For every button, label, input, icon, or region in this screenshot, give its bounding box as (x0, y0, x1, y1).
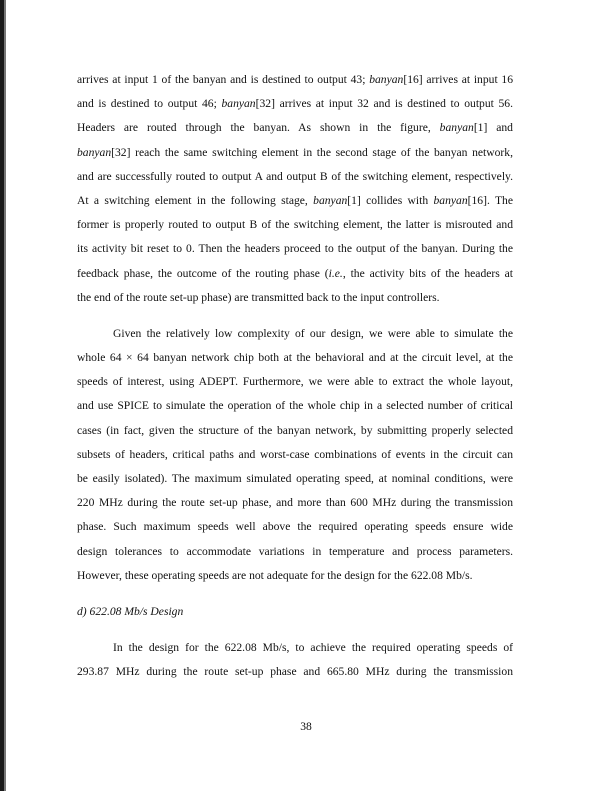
text-line (77, 165, 513, 189)
italic-term: banyan (439, 121, 474, 135)
text: feedback phase, the outcome of the routing phase ( (77, 266, 329, 280)
text-line: However, these operating speeds are not adequate for the design for the 622.08 Mb/s. (77, 568, 473, 582)
page-number: 38 (300, 720, 312, 733)
text-line: design tolerances to accommodate variations in temperature and process parameters. (77, 544, 513, 558)
italic-term: banyan (221, 97, 256, 111)
italic-term: banyan (313, 193, 348, 207)
text: [32] arrives at input 32 and is destined to output 56. (255, 97, 513, 111)
text: , the activity bits of the headers at (342, 266, 513, 280)
text: At a switching element in the following stage, (77, 193, 314, 207)
text-line (77, 68, 513, 92)
text-line: 220 MHz during the route set-up phase, and more than 600 MHz during the transmission (77, 496, 513, 510)
text: Headers are routed through the banyan. As shown in the figure, (77, 121, 440, 135)
text-line (77, 141, 513, 165)
text-line (77, 237, 513, 261)
paragraph-gap (77, 588, 513, 600)
section-heading: d) 622.08 Mb/s Design (77, 604, 184, 618)
italic-term: banyan (433, 193, 468, 207)
text: arrives at input 1 of the banyan and is destined to output 43; (77, 73, 370, 86)
text: former is properly routed to output B of the switching element, the latter is misrouted and (77, 218, 513, 232)
text-line (77, 116, 513, 140)
italic-term: banyan (77, 145, 112, 159)
paragraph-gap (77, 310, 513, 322)
text: its activity bit reset to 0. Then the headers proceed to the output of the banyan. During the (77, 242, 513, 256)
text-line (77, 286, 513, 310)
paragraph-gap (77, 624, 513, 636)
text-line: In the design for the 622.08 Mb/s, to achieve the required operating speeds of (113, 641, 513, 655)
paragraph-3 (77, 636, 513, 684)
text-line (77, 213, 513, 237)
text-line (77, 92, 513, 116)
italic-term: i.e. (328, 266, 343, 280)
text: and is destined to output 46; (77, 97, 222, 111)
text-line: Given the relatively low complexity of our design, we were able to simulate the (113, 326, 513, 340)
text: [16]. The (467, 193, 513, 207)
text-line: whole 64 × 64 banyan network chip both at the behavioral and at the circuit level, at the (77, 351, 513, 365)
text-line: and use SPICE to simulate the operation of the whole chip in a selected number of critical (77, 399, 513, 413)
scan-border-shadow (4, 0, 6, 791)
text: [16] arrives at input 16 (403, 73, 514, 86)
page-body (77, 68, 513, 685)
text-line: be easily isolated). The maximum simulated operating speed, at nominal conditions, were (77, 472, 513, 485)
text: the end of the route set-up phase) are transmitted back to the input controllers. (77, 290, 440, 304)
text-line: subsets of headers, critical paths and worst-case combinations of events in the circuit can (77, 447, 513, 461)
paragraph-1 (77, 68, 513, 310)
text-line: cases (in fact, given the structure of the banyan network, by submitting properly selected (77, 423, 513, 437)
text-line (77, 189, 513, 213)
text: [32] reach the same switching element in the second stage of the banyan network, (111, 145, 513, 159)
text-line: phase. Such maximum speeds well above the required operating speeds ensure wide (77, 520, 513, 534)
text-line: speeds of interest, using ADEPT. Furthermore, we were able to extract the whole layout, (77, 375, 513, 389)
text: and are successfully routed to output A and output B of the switching element, respectively. (77, 169, 513, 183)
paragraph-2 (77, 322, 513, 588)
italic-term: banyan (369, 73, 404, 86)
text-line (77, 262, 513, 286)
text: [1] and (473, 121, 513, 135)
text-line: 293.87 MHz during the route set-up phase and 665.80 MHz during the transmission (77, 665, 513, 679)
text: [1] collides with (347, 193, 434, 207)
